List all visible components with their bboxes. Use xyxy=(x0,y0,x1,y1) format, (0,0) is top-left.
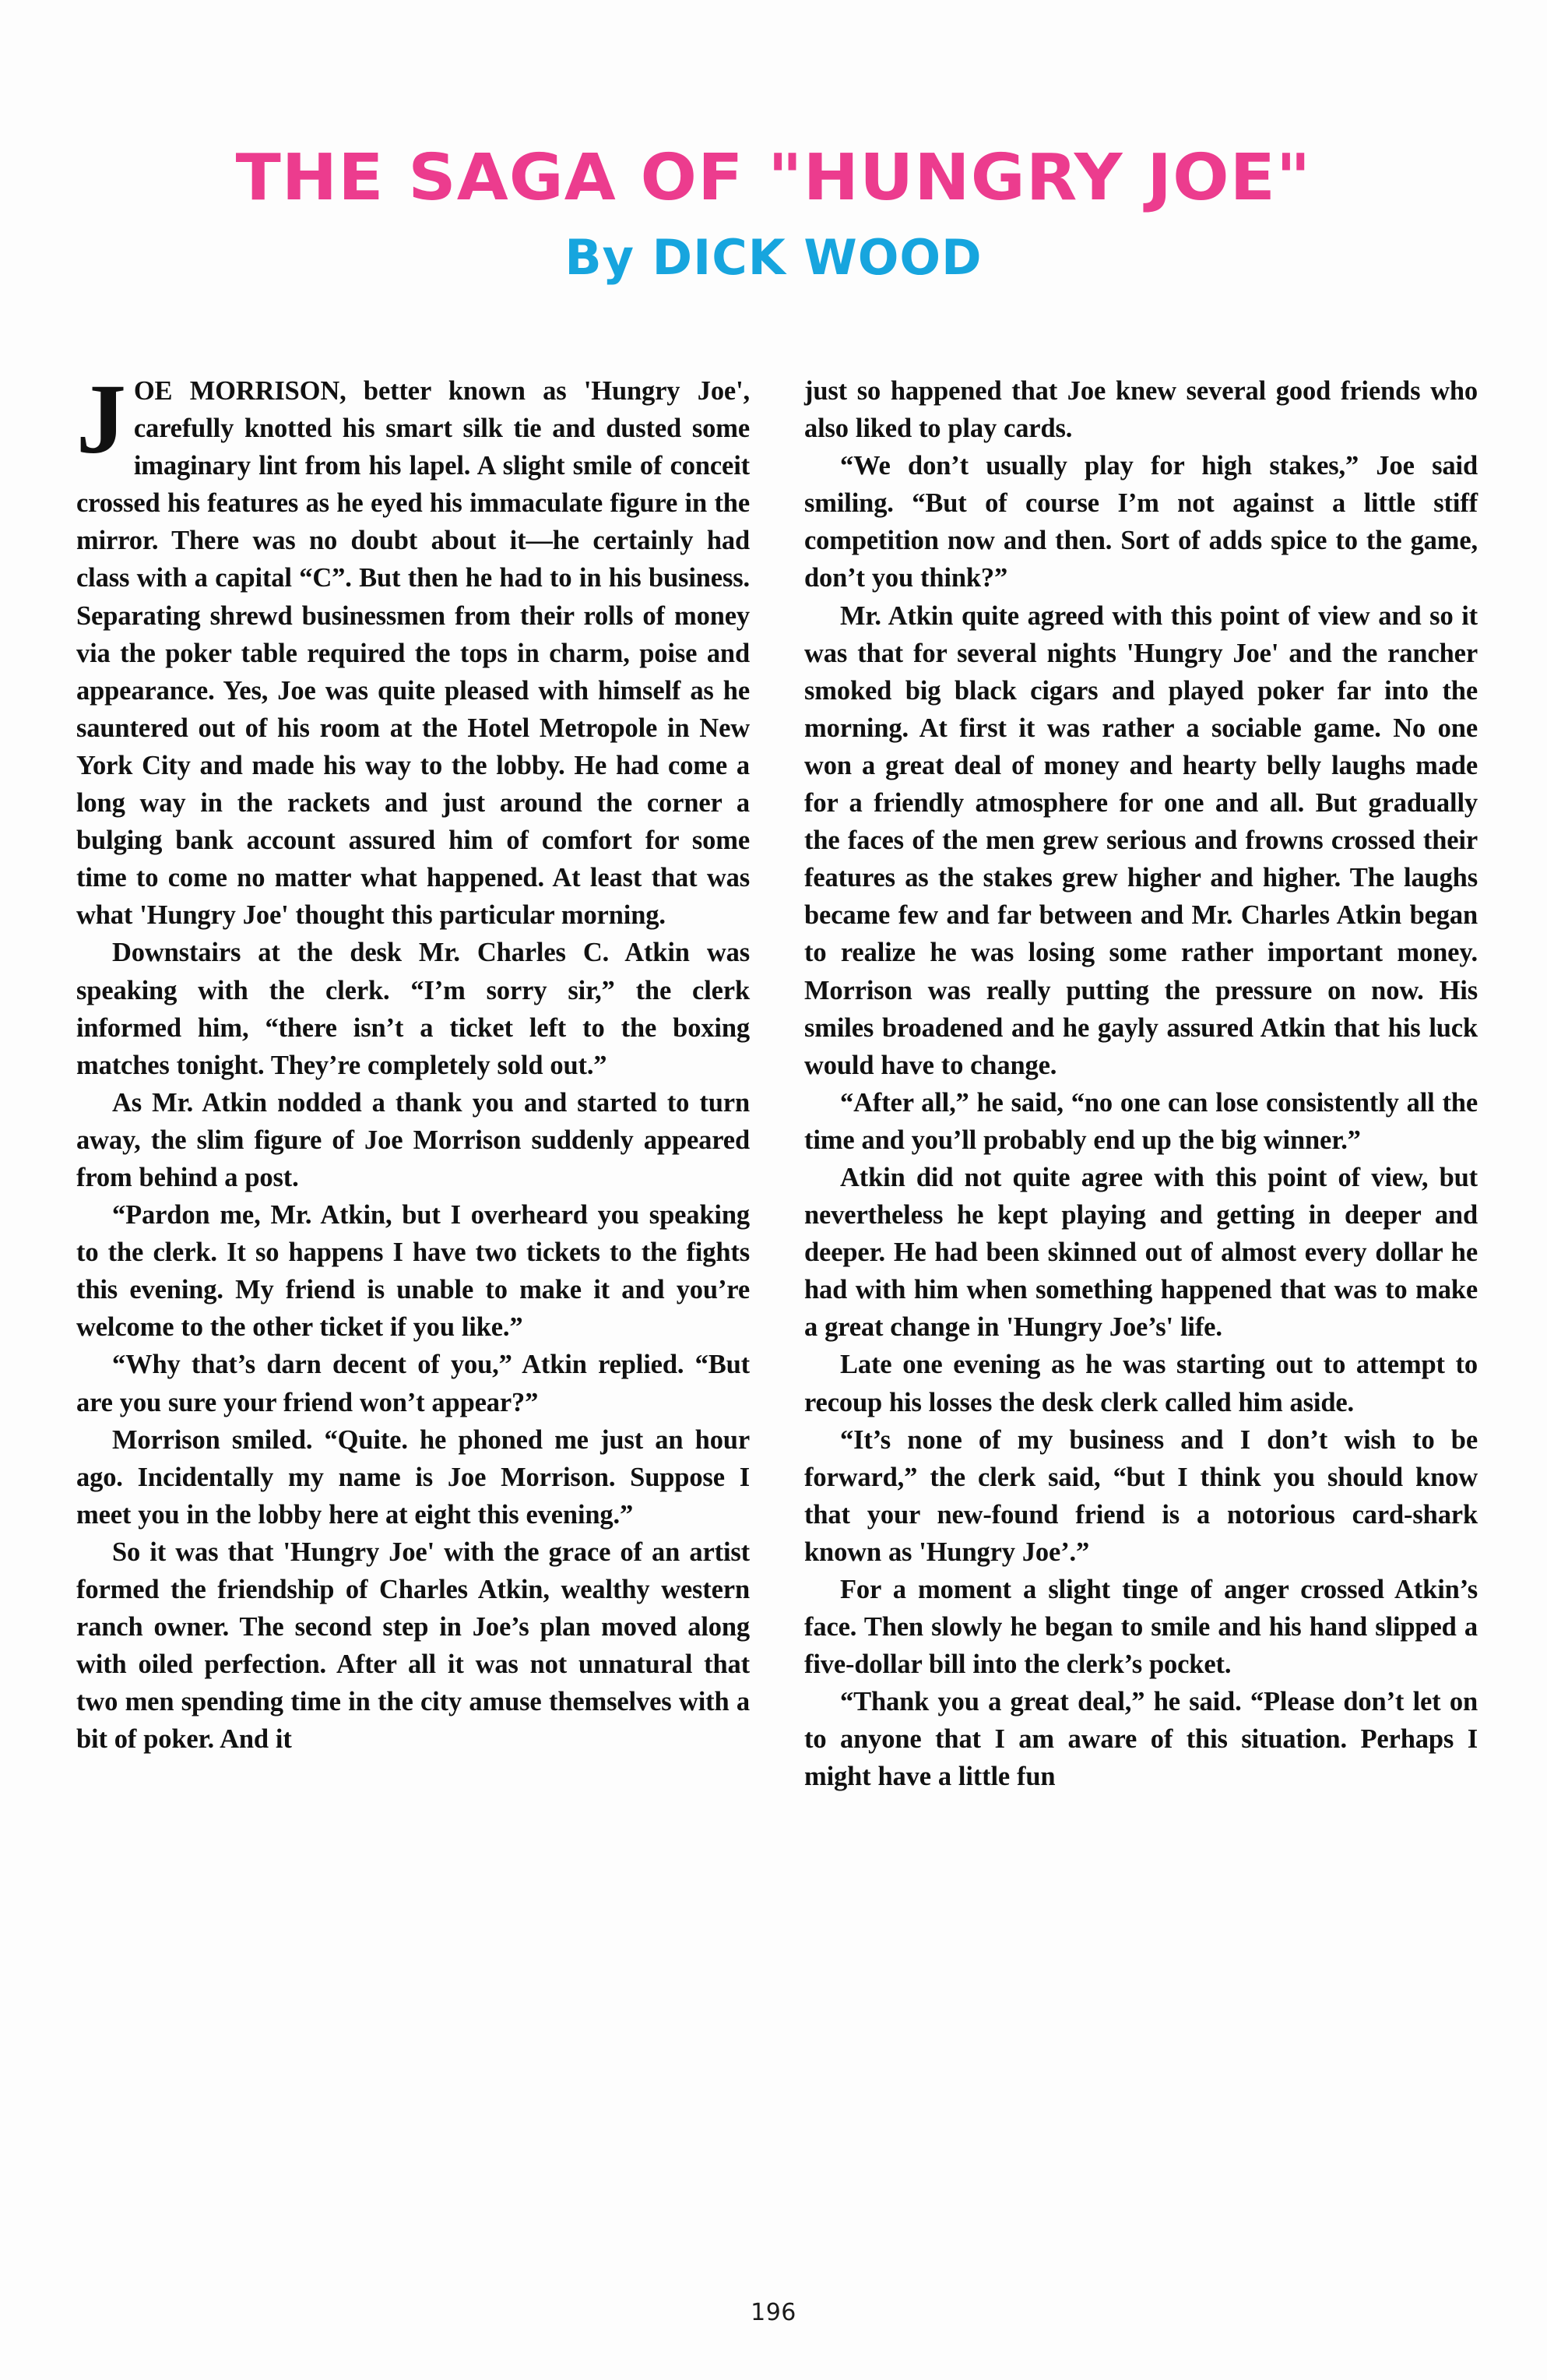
column-right xyxy=(804,372,1478,1796)
author-byline: By DICK WOOD xyxy=(564,229,983,286)
paragraph: “Thank you a great deal,” he said. “Please don’t let on to anyone that I am aware of this situation. Perhaps I might have a little fun xyxy=(804,1687,1478,1792)
paragraph: “Why that’s darn decent of you,” Atkin replied. “But are you sure your friend won’t appear?” xyxy=(76,1350,750,1417)
paragraph: Downstairs at the desk Mr. Charles C. Atkin was speaking with the clerk. “I’m sorry sir,” the clerk informed him, “there isn’t a ticket left to the boxing matches tonight. They’re completely sold out.” xyxy=(76,938,750,1080)
paragraph: “It’s none of my business and I don’t wish to be forward,” the clerk said, “but I think you should know that your new-found friend is a notorious card-shark known as 'Hungry Joe’.” xyxy=(804,1424,1478,1567)
masthead xyxy=(0,141,1547,286)
paragraph-text: OE MORRISON, better known as 'Hungry Joe', carefully knotted his smart silk tie and dusted some imaginary lint from his lapel. A slight smile of conceit crossed his features as he eyed his immaculate figure in the mirror. There was no doubt about it—he certainly had class with a capital “C”. But then he had to in his business. Separating shrewd businessmen from their rolls of money via the poker table required the tops in charm, poise and appearance. Yes, Joe was quite pleased with himself as he sauntered out of his room at the Hotel Metropole in New York City and made his way to the lobby. He had come a long way in the rackets and just around the corner a bulging bank account assured him of comfort for some time to come no matter what happened. At least that was what 'Hungry Joe' thought this particular morning. xyxy=(76,376,750,931)
paragraph: “After all,” he said, “no one can lose consistently all the time and you’ll probably end up the big winner.” xyxy=(804,1087,1478,1155)
paragraph-continued: just so happened that Joe knew several good friends who also liked to play cards. xyxy=(804,376,1478,444)
paragraph: So it was that 'Hungry Joe' with the grace of an artist formed the friendship of Charles Atkin, wealthy western ranch owner. The second step in Joe’s plan moved along with oiled perfection. After all it was not unnatural that two men spending time in the city amuse themselves with a bit of poker. And it xyxy=(76,1537,750,1755)
paragraph: Late one evening as he was starting out to attempt to recoup his losses the desk clerk called him aside. xyxy=(804,1350,1478,1417)
paragraph: “We don’t usually play for high stakes,” Joe said smiling. “But of course I’m not against a little stiff competition now and then. Sort of adds spice to the game, don’t you think?” xyxy=(804,451,1478,593)
paragraph-opening xyxy=(76,364,750,934)
paragraph: Mr. Atkin quite agreed with this point of view and so it was that for several nights 'Hungry Joe' and the rancher smoked big black cigars and played poker far into the morning. At first it was rather a sociable game. No one won a great deal of money and hearty belly laughs made for a friendly atmosphere for one and all. But gradually the faces of the men grew serious and frowns crossed their features as the stakes grew higher and higher. The laughs became few and far between and Mr. Charles Atkin began to realize he was losing some rather important money. Morrison was really putting the pressure on now. His smiles broadened and he gayly assured Atkin that his luck would have to change. xyxy=(804,600,1478,1080)
paragraph: Atkin did not quite agree with this point of view, but nevertheless he kept playing and getting in deeper and deeper. He had been skinned out of almost every dollar he had with him when something happened that was to make a great change in 'Hungry Joe’s' life. xyxy=(804,1162,1478,1343)
paragraph: “Pardon me, Mr. Atkin, but I overheard you speaking to the clerk. It so happens I have two tickets to the fights this evening. My friend is unable to make it and you’re welcome to the other ticket if you like.” xyxy=(76,1200,750,1343)
article-body xyxy=(76,364,1478,2265)
column-left xyxy=(76,364,750,1758)
paragraph: Morrison smiled. “Quite. he phoned me just an hour ago. Incidentally my name is Joe Morrison. Suppose I meet you in the lobby here at eight this evening.” xyxy=(76,1424,750,1530)
page-title: THE SAGA OF "HUNGRY JOE" xyxy=(235,141,1312,215)
page-number: 196 xyxy=(751,2299,796,2326)
paragraph: For a moment a slight tinge of anger crossed Atkin’s face. Then slowly he began to smile and his hand slipped a five-dollar bill into the clerk’s pocket. xyxy=(804,1575,1478,1680)
drop-cap: J xyxy=(76,364,126,474)
paragraph: As Mr. Atkin nodded a thank you and started to turn away, the slim figure of Joe Morrison suddenly appeared from behind a post. xyxy=(76,1087,750,1192)
